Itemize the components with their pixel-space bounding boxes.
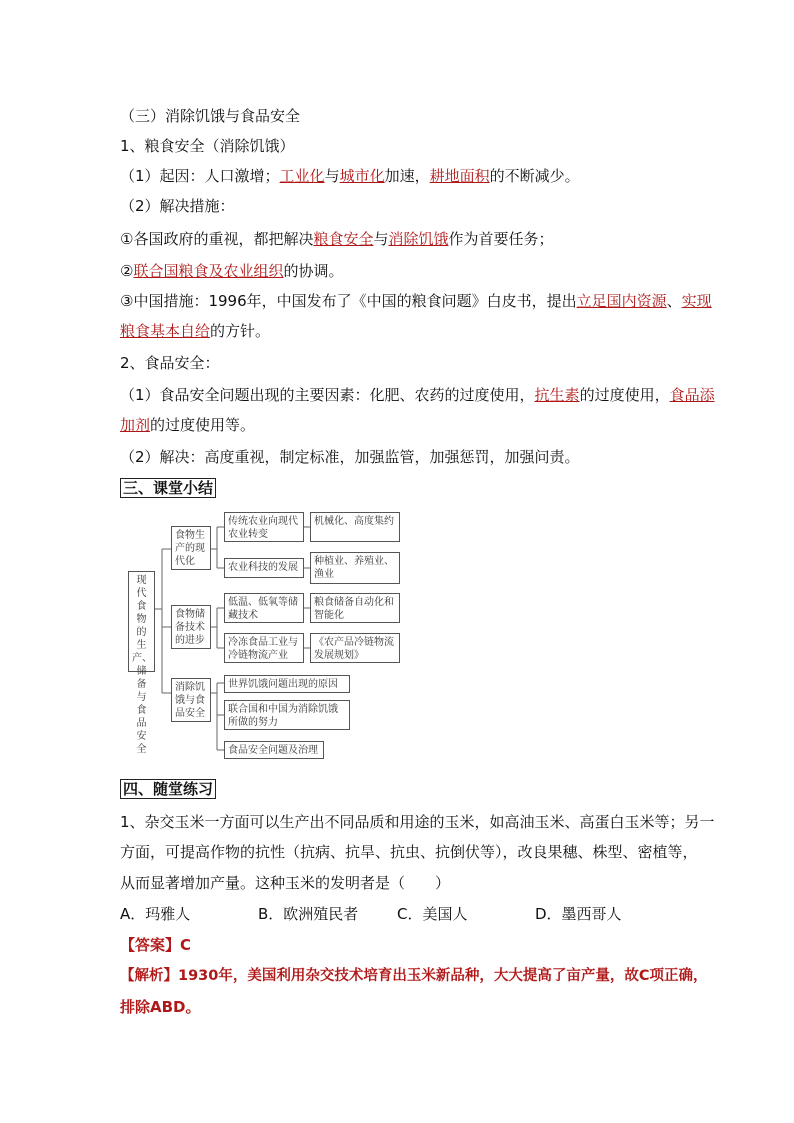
question-1-line2: 方面，可提高作物的抗性（抗病、抗旱、抗虫、抗倒伏等），改良果穗、株型、密植等， (120, 843, 698, 861)
measure-3-line1: ③中国措施：1996年，中国发布了《中国的粮食问题》白皮书，提出立足国内资源、实现 (120, 292, 712, 310)
option-b: B．欧洲殖民者 (258, 905, 359, 923)
mindmap-b1-2r: 种植业、养殖业、渔业 (310, 552, 400, 584)
mindmap-root: 现代食物的生产、储备与食品安全 (128, 571, 155, 672)
mindmap-b1-1r: 机械化、高度集约 (310, 512, 400, 542)
mindmap-b2-1: 低温、低氧等储藏技术 (224, 593, 304, 623)
mindmap-b2-1r: 粮食储备自动化和智能化 (310, 593, 400, 623)
mindmap-b3-3: 食品安全问题及治理 (224, 741, 324, 759)
hl-farmland: 耕地面积 (429, 167, 490, 185)
food-factor-line1: （1）食品安全问题出现的主要因素：化肥、农药的过度使用，抗生素的过度使用，食品添 (120, 386, 715, 404)
mindmap-b1-1: 传统农业向现代农业转变 (224, 512, 304, 542)
section-title: （三）消除饥饿与食品安全 (120, 107, 301, 125)
measure-2: ②联合国粮食及农业组织的协调。 (120, 262, 344, 280)
mindmap-b1-2: 农业科技的发展 (224, 558, 304, 578)
hl-eliminate-hunger: 消除饥饿 (388, 230, 449, 248)
hl-domestic-resources: 立足国内资源 (576, 292, 667, 310)
hl-additives-b: 加剂 (120, 416, 151, 434)
food-factor-line2: 加剂的过度使用等。 (120, 416, 256, 434)
hl-urbanization: 城市化 (339, 167, 385, 185)
mindmap-b1: 食物生产的现代化 (171, 526, 211, 570)
hl-antibiotics: 抗生素 (534, 386, 580, 404)
option-d: D．墨西哥人 (535, 905, 622, 923)
food-solution: （2）解决：高度重视，制定标准，加强监管，加强惩罚，加强问责。 (120, 448, 580, 466)
practice-heading: 四、随堂练习 (120, 779, 216, 799)
answer: 【答案】C (120, 936, 192, 954)
option-c: C．美国人 (397, 905, 468, 923)
hl-realize: 实现 (681, 292, 712, 310)
option-a: A．玛雅人 (120, 905, 191, 923)
analysis-line2: 排除ABD。 (120, 998, 201, 1016)
food-security-title: 2、食品安全： (120, 354, 220, 372)
measure-3-line2: 粮食基本自给的方针。 (120, 322, 271, 340)
measures-heading: （2）解决措施： (120, 197, 235, 215)
mindmap-b2-2r: 《农产品冷链物流发展规划》 (310, 633, 400, 663)
question-1-line3: 从而显著增加产量。这种玉米的发明者是（ ） (120, 874, 451, 892)
mindmap-b2: 食物储备技术的进步 (171, 605, 211, 649)
cause-line: （1）起因：人口激增；工业化与城市化加速，耕地面积的不断减少。 (120, 167, 580, 185)
analysis-line1: 【解析】1930年，美国利用杂交技术培育出玉米新品种，大大提高了亩产量，故C项正确， (120, 968, 708, 984)
measure-1: ①各国政府的重视，都把解决粮食安全与消除饥饿作为首要任务； (120, 230, 554, 248)
mindmap-b3: 消除饥饿与食品安全 (171, 678, 211, 722)
hl-grain-security: 粮食安全 (313, 230, 374, 248)
summary-mindmap (120, 515, 410, 765)
hl-additives-a: 食品添 (669, 386, 715, 404)
hl-industrialization: 工业化 (279, 167, 325, 185)
question-1-line1: 1、杂交玉米一方面可以生产出不同品质和用途的玉米，如高油玉米、高蛋白玉米等；另一 (120, 813, 715, 831)
mindmap-b3-1: 世界饥饿问题出现的原因 (224, 675, 350, 693)
grain-security-title: 1、粮食安全（消除饥饿） (120, 137, 295, 155)
hl-self-sufficiency: 粮食基本自给 (120, 322, 211, 340)
hl-fao: 联合国粮食及农业组织 (133, 262, 284, 280)
summary-heading: 三、课堂小结 (120, 478, 216, 498)
mindmap-b3-2: 联合国和中国为消除饥饿所做的努力 (224, 700, 350, 730)
mindmap-b2-2: 冷冻食品工业与冷链物流产业 (224, 633, 304, 663)
